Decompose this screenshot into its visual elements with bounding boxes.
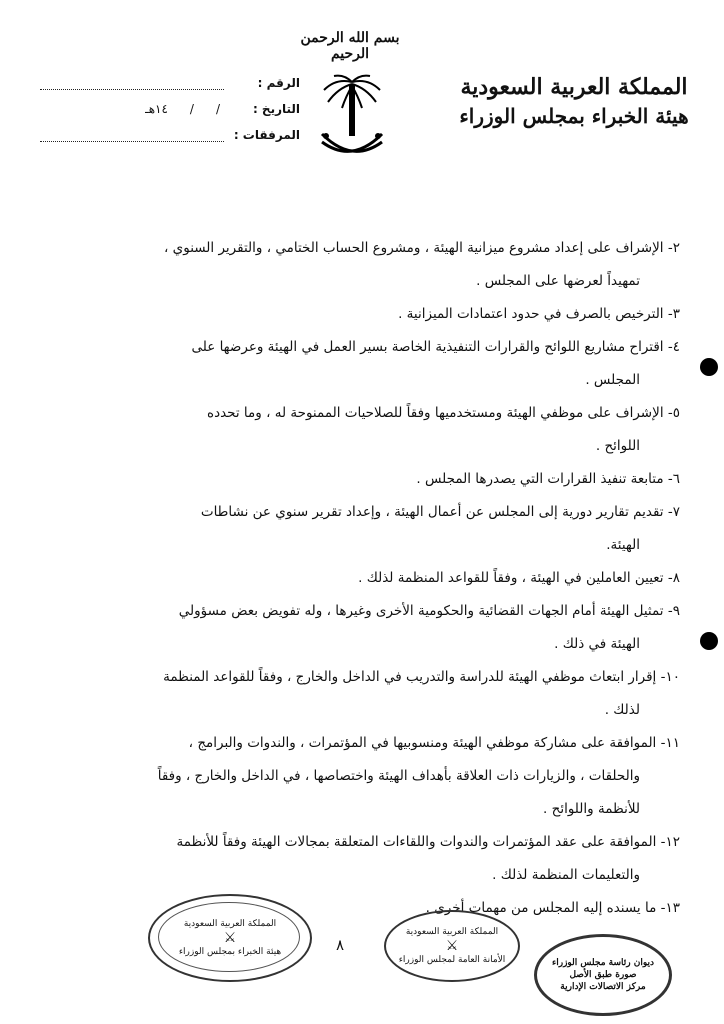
- list-item-line: ٢- الإشراف على إعداد مشروع ميزانية الهيئة ، ومشروع الحساب الختامي ، والتقرير السنوي ،: [164, 240, 680, 256]
- list-item-line: للأنظمة واللوائح .: [543, 801, 640, 817]
- stamp-left-line2: هيئة الخبراء بمجلس الوزراء: [178, 947, 282, 957]
- list-item-line: تمهيداً لعرضها على المجلس .: [476, 273, 640, 289]
- list-item: [40, 463, 680, 496]
- date-parts: [145, 102, 220, 116]
- stamp-emblem-icon: ⚔: [223, 930, 237, 946]
- document-body: [40, 232, 680, 925]
- attachments-row: [40, 122, 300, 148]
- list-item-line: لذلك .: [604, 702, 640, 718]
- list-item-line: ١١- الموافقة على مشاركة موظفي الهيئة ومنسوبيها في المؤتمرات ، والندوات والبرامج ،: [188, 735, 680, 751]
- list-item: [40, 826, 680, 892]
- date-sep-1: /: [215, 102, 220, 116]
- stamp-inner-ring: [158, 902, 300, 972]
- ref-label: الرقم :: [257, 76, 300, 90]
- stamp-right-line2: صورة طبق الأصل: [569, 970, 637, 980]
- basmala: بسم الله الرحمن الرحيم: [300, 30, 400, 62]
- date-sep-2: /: [189, 102, 194, 116]
- org-country: المملكة العربية السعودية: [460, 74, 688, 100]
- reference-block: [40, 70, 300, 148]
- stamp-experts-commission: [148, 894, 312, 982]
- date-suffix: ١٤هـ: [145, 102, 168, 116]
- stamp-right-line3: مركز الاتصالات الإدارية: [560, 982, 646, 992]
- list-item: [40, 232, 680, 298]
- list-item: [40, 727, 680, 826]
- list-item-line: والحلقات ، والزيارات ذات العلاقة بأهداف الهيئة واختصاصها ، في الداخل والخارج ، وفقاً: [157, 768, 640, 784]
- list-item-line: المجلس .: [585, 372, 640, 388]
- list-item: [40, 496, 680, 562]
- list-item-line: ٤- اقتراح مشاريع اللوائح والقرارات التنفيذية الخاصة بسير العمل في الهيئة وعرضها على: [191, 339, 680, 355]
- list-item-line: ٦- متابعة تنفيذ القرارات التي يصدرها المجلس .: [416, 471, 680, 487]
- list-item: [40, 892, 680, 925]
- date-row: [40, 96, 300, 122]
- list-item-line: ٣- الترخيص بالصرف في حدود اعتمادات الميزانية .: [398, 306, 680, 322]
- ref-row: [40, 70, 300, 96]
- attachments-line: [40, 129, 224, 142]
- list-item-line: ٧- تقديم تقارير دورية إلى المجلس عن أعمال الهيئة ، وإعداد تقرير سنوي عن نشاطات: [200, 504, 680, 520]
- list-item-line: ٥- الإشراف على موظفي الهيئة ومستخدميها وفقاً للصلاحيات الممنوحة له ، وما تحدده: [207, 405, 680, 421]
- list-item: [40, 331, 680, 397]
- list-item-line: ٨- تعيين العاملين في الهيئة ، وفقاً للقواعد المنظمة لذلك .: [358, 570, 680, 586]
- stamp-right-line1: ديوان رئاسة مجلس الوزراء: [551, 958, 655, 968]
- stamp-center-line2: الأمانة العامة لمجلس الوزراء: [398, 955, 506, 965]
- punch-hole-icon: [700, 632, 718, 650]
- list-item: [40, 298, 680, 331]
- list-item: [40, 562, 680, 595]
- stamp-true-copy: [534, 934, 672, 1016]
- list-item-line: الهيئة في ذلك .: [554, 636, 640, 652]
- list-item-line: الهيئة.: [606, 537, 640, 553]
- page-number: ٨: [336, 936, 345, 954]
- list-item-line: اللوائح .: [595, 438, 640, 454]
- stamp-emblem-icon: ⚔: [445, 938, 459, 954]
- list-item-line: ١٠- إقرار ابتعاث موظفي الهيئة للدراسة والتدريب في الداخل والخارج ، وفقاً للقواعد المنظمة: [163, 669, 680, 685]
- stamp-center-line1: المملكة العربية السعودية: [405, 927, 499, 937]
- organization-header: [454, 72, 694, 130]
- list-item-line: ١٣- ما يسنده إليه المجلس من مهمات أخرى .: [425, 900, 680, 916]
- punch-hole-icon: [700, 358, 718, 376]
- org-name: هيئة الخبراء بمجلس الوزراء: [459, 104, 689, 128]
- list-item: [40, 661, 680, 727]
- list-item: [40, 397, 680, 463]
- stamp-general-secretariat: [384, 910, 520, 982]
- list-item-line: والتعليمات المنظمة لذلك .: [492, 867, 640, 883]
- stamp-left-line1: المملكة العربية السعودية: [183, 919, 277, 929]
- list-item-line: ١٢- الموافقة على عقد المؤتمرات والندوات واللقاءات المتعلقة بمجالات الهيئة وفقاً للأنظمة: [176, 834, 680, 850]
- date-label: التاريخ :: [252, 102, 300, 116]
- palm-swords-emblem-icon: [316, 72, 388, 164]
- attachments-label: المرفقات :: [233, 128, 300, 142]
- ref-line: [40, 77, 224, 90]
- list-item: [40, 595, 680, 661]
- list-item-line: ٩- تمثيل الهيئة أمام الجهات القضائية والحكومية الأخرى وغيرها ، وله تفويض بعض مسؤولي: [178, 603, 680, 619]
